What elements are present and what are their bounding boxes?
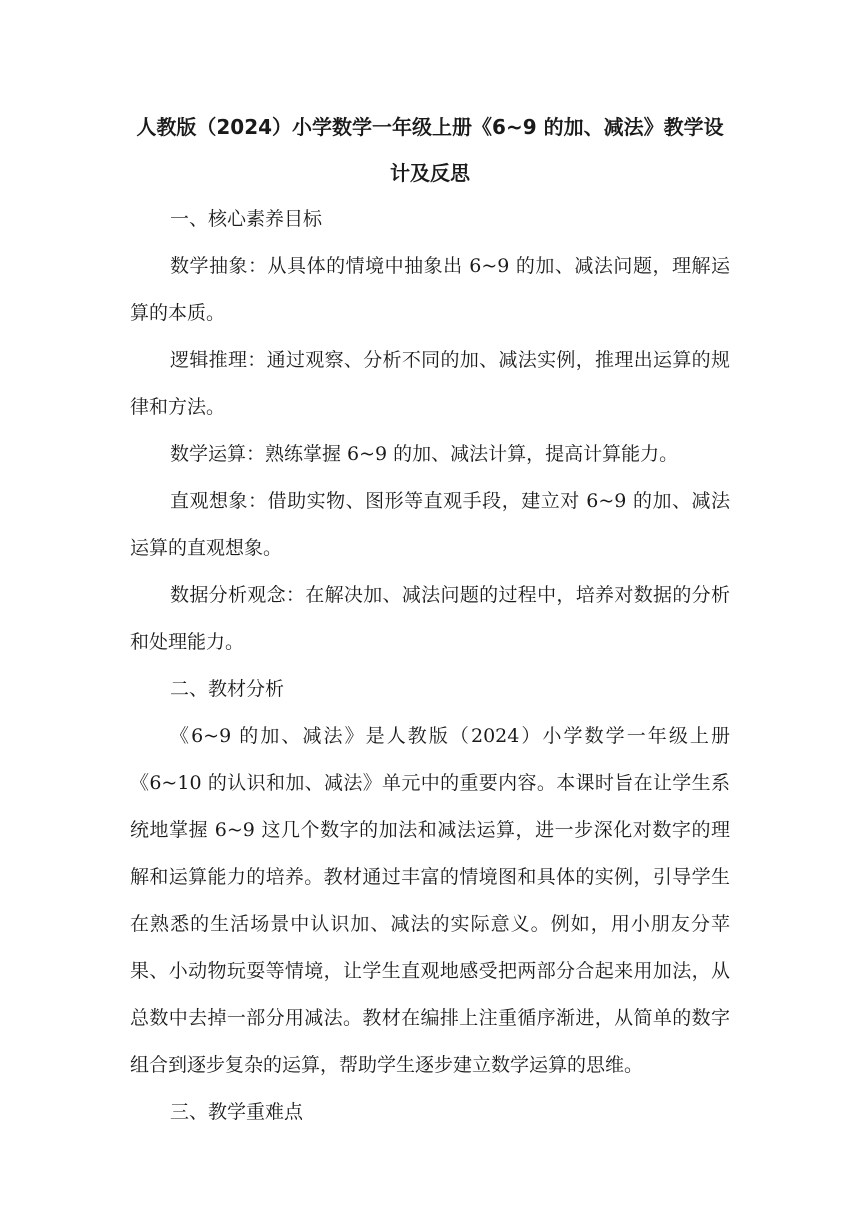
paragraph-math-operation: 数学运算：熟练掌握 6~9 的加、减法计算，提高计算能力。 (170, 443, 679, 465)
title-line-1: 人教版（2024）小学数学一年级上册《6~9 的加、减法》教学设 (136, 115, 724, 139)
document-page (130, 104, 730, 1136)
paragraph-math-abstraction: 数学抽象：从具体的情境中抽象出 6~9 的加、减法问题，理解运算的本质。 (130, 255, 730, 324)
section-heading-key-difficulties: 三、教学重难点 (170, 1101, 304, 1123)
title-line-2: 计及反思 (390, 161, 470, 185)
paragraph-intuitive-imagination: 直观想象：借助实物、图形等直观手段，建立对 6~9 的加、减法运算的直观想象。 (130, 490, 730, 559)
paragraph-textbook-analysis: 《6~9 的加、减法》是人教版（2024）小学数学一年级上册《6~10 的认识和加、减法》单元中的重要内容。本课时旨在让学生系统地掌握 6~9 这几个数字的加法和减法运算，进一步深化对数字的理解和运算能力的培养。教材通过丰富的情境图和具体的实例，引导学生在熟悉的生活场景中认识加、减法的实际意义。例如，用小朋友分苹果、小动物玩耍等情境，让学生直观地感受把两部分合起来用加法，从总数中去掉一部分用减法。教材在编排上注重循序渐进，从简单的数字组合到逐步复杂的运算，帮助学生逐步建立数学运算的思维。 (130, 725, 730, 1076)
section-heading-textbook-analysis: 二、教材分析 (170, 678, 285, 700)
paragraph-logical-reasoning: 逻辑推理：通过观察、分析不同的加、减法实例，推理出运算的规律和方法。 (130, 349, 730, 418)
paragraph-data-analysis: 数据分析观念：在解决加、减法问题的过程中，培养对数据的分析和处理能力。 (130, 584, 730, 653)
section-heading-core-goals: 一、核心素养目标 (170, 208, 323, 230)
document-title (130, 104, 730, 196)
